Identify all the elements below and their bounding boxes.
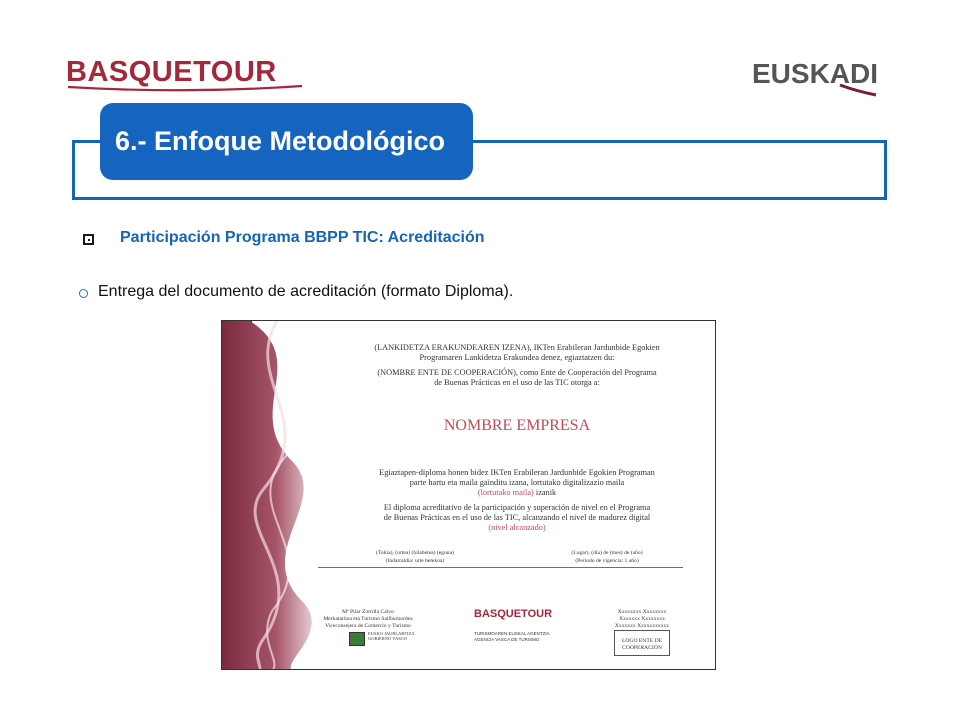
section-title: 6.- Enfoque Metodológico xyxy=(100,103,473,180)
checkbox-bullet-icon xyxy=(83,234,94,245)
diploma-intro-es-2: de Buenas Prácticas en el uso de las TIC otorga a: xyxy=(434,378,600,387)
diploma-signer-name: Mª Pilar Zorrilla Calvo xyxy=(342,609,394,615)
diploma-divider xyxy=(318,567,683,568)
euskadi-logo xyxy=(752,55,892,99)
diploma-right-x3: Xxxxxxx Xxxxxxxxxxx xyxy=(614,623,670,629)
diploma-gov-label-1: EUSKO JAURLARITZA xyxy=(368,631,415,636)
diploma-eu-text-2: parte hartu eta maila gainditu izana, lortutako digitalizazio maila xyxy=(409,478,625,487)
diploma-right-x1: Xxxxxxxx Xxxxxxxx xyxy=(617,609,667,615)
diploma-es-text-2: de Buenas Prácticas en el uso de las TIC, alcanzando el nivel de madurez digital xyxy=(383,513,651,522)
diploma-gov-label-2: GOBIERNO VASCO xyxy=(368,636,407,641)
svg-text:EUSKADI: EUSKADI xyxy=(752,58,879,89)
diploma-es-text-1: El diploma acreditativo de la participación y superación de nivel en el Programa xyxy=(383,503,651,512)
diploma-eu-text-1: Egiaztapen-diploma honen bidez IKTen Erabileran Jardunbide Egokien Programan xyxy=(379,468,655,477)
body-text: Entrega del documento de acreditación (formato Diploma). xyxy=(98,283,514,300)
diploma-basquetour-logo: BASQUETOUR xyxy=(474,608,553,620)
diploma-es-level: (nivel alcanzado) xyxy=(488,523,546,532)
diploma-center-sub-1: TURISMOAREN EUSKAL AGENTZIA xyxy=(474,631,550,636)
diploma-image xyxy=(221,320,716,670)
diploma-eu-text-3 xyxy=(332,488,702,498)
diploma-place-left-sub: (Indarraldia: urte betekoa) xyxy=(385,558,445,564)
diploma-right-x2: Xxxxxxx Xxxxxxxx xyxy=(619,616,665,622)
diploma-signer-role-eu: Merkataritza eta Turismo Sailburuordea xyxy=(323,616,413,622)
svg-text:BASQUETOUR: BASQUETOUR xyxy=(66,56,277,88)
diploma-intro-eu-1: (LANKIDETZA ERAKUNDEAREN IZENA), IKTen Erabileran Jardunbide Egokien xyxy=(374,343,660,352)
basquetour-logo xyxy=(66,54,306,94)
diploma-place-left: (Tokia), (urtea) (hilabetea) (eguna) xyxy=(376,550,454,556)
gobierno-vasco-emblem-icon xyxy=(349,632,365,646)
circle-bullet-icon xyxy=(79,289,88,298)
diploma-place-right-sub: (Periodo de vigencia: 1 año) xyxy=(575,558,639,564)
diploma-eu-level: (lortutako maila) xyxy=(477,488,534,497)
diploma-logo-box: LOGO ENTE DE COOPERACIÓN xyxy=(614,630,670,656)
diploma-place-right: (Lugar), (día) de (mes) de (año) xyxy=(571,550,643,556)
diploma-center-sub-2: AGENCIA VASCA DE TURISMO xyxy=(474,637,540,642)
diploma-eu-end: izanik xyxy=(535,488,557,497)
diploma-company-name: NOMBRE EMPRESA xyxy=(443,417,591,434)
diploma-intro-es-1: (NOMBRE ENTE DE COOPERACIÓN), como Ente de Cooperación del Programa xyxy=(377,368,657,377)
diploma-signer-role-es: Viceconsejera de Comercio y Turismo xyxy=(325,623,411,629)
section-heading: Participación Programa BBPP TIC: Acreditación xyxy=(120,229,485,246)
diploma-intro-eu-2: Programaren Lankidetza Erakundea denez, egiaztatzen du: xyxy=(419,353,615,362)
